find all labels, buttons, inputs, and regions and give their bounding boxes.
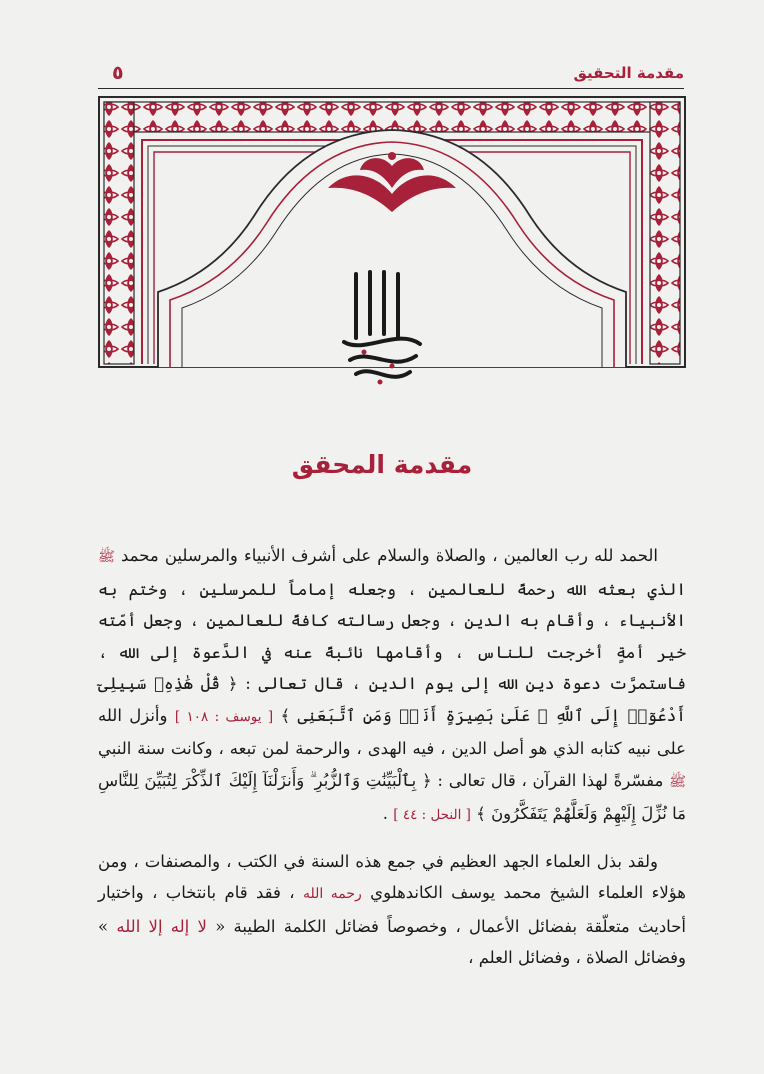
text-run: الحمد لله رب العالمين ، والصلاة والسلام على أشرف الأنبياء والمرسلين محمد <box>114 546 658 565</box>
text-run: وأنزل الله على نبيه كتابه الذي هو أصل الدين ، فيه الهدى ، والرحمة لمن تبعه ، وكانت سنة النبي <box>98 705 686 758</box>
body-text <box>98 540 686 974</box>
verse-reference: [ يوسف : ١٠٨ ] <box>174 708 274 725</box>
paragraph <box>98 540 686 832</box>
page-number: ٥ <box>112 62 124 84</box>
quran-verse: ﴿ قُلْ هَٰذِهِۦ سَبِيلِىٓ أَدْعُوٓا۟ إِلَى ٱللَّهِ ۚ عَلَىٰ بَصِيرَةٍ أَنَا۠ وَمَنِ ٱتَّبَعَنِى ﴾ <box>98 674 686 725</box>
honorific-mark: ﷺ <box>98 549 115 565</box>
text-run: ، فقد قام بانتخاب ، واختيار أحاديث متعلّقة بفضائل الأعمال ، وخصوصاً فضائل الكلمة الطيبة « <box>98 883 686 936</box>
text-run: الذي بعثه الله رحمةً للعالمين ، وجعله إماماً للمرسلين ، وختم به الأنبياء ، وأقام به الدين ، وجعل رسالته كافةً للعالمين ، وجعل أمّته خير أمةٍ أخرجت للناس ، وأقامها نائبةً عنه في الدَّعوة إلى الله ، فاستمرَّت دعوة دين الله إلى يوم الدين ، قال تعالى : <box>98 579 687 693</box>
running-header <box>98 62 684 89</box>
section-heading: مقدمة المحقق <box>291 450 473 479</box>
text-run: » وفضائل الصلاة ، وفضائل العلم ، <box>98 916 686 967</box>
running-title: مقدمة التحقيق <box>573 64 684 82</box>
text-run: مفسّرةً لهذا القرآن ، قال تعالى : <box>431 770 670 790</box>
basmala-calligraphy-icon <box>334 268 430 396</box>
text-run: ولقد بذل العلماء الجهد العظيم في جمع هذه السنة في الكتب ، والمصنفات ، ومن هؤلاء العلماء الشيخ محمد يوسف الكاندهلوي <box>98 851 686 902</box>
honorific-mark: ﷺ <box>669 773 687 790</box>
kalima-text: لا إله إلا الله <box>116 916 207 936</box>
paragraph <box>98 846 686 974</box>
quran-verse: ﴿ بِٱلْبَيِّنَٰتِ وَٱلزُّبُرِ ۗ وَأَنزَلْنَآ إِلَيْكَ ٱلذِّكْرَ لِتُبَيِّنَ لِلنَّاسِ مَا نُزِّلَ إِلَيْهِمْ وَلَعَلَّهُمْ يَتَفَكَّرُونَ ﴾ <box>98 770 686 823</box>
text-run: . <box>382 804 394 823</box>
honorific-mark: رحمه الله <box>302 886 362 902</box>
verse-reference: [ النحل : ٤٤ ] <box>393 807 471 823</box>
